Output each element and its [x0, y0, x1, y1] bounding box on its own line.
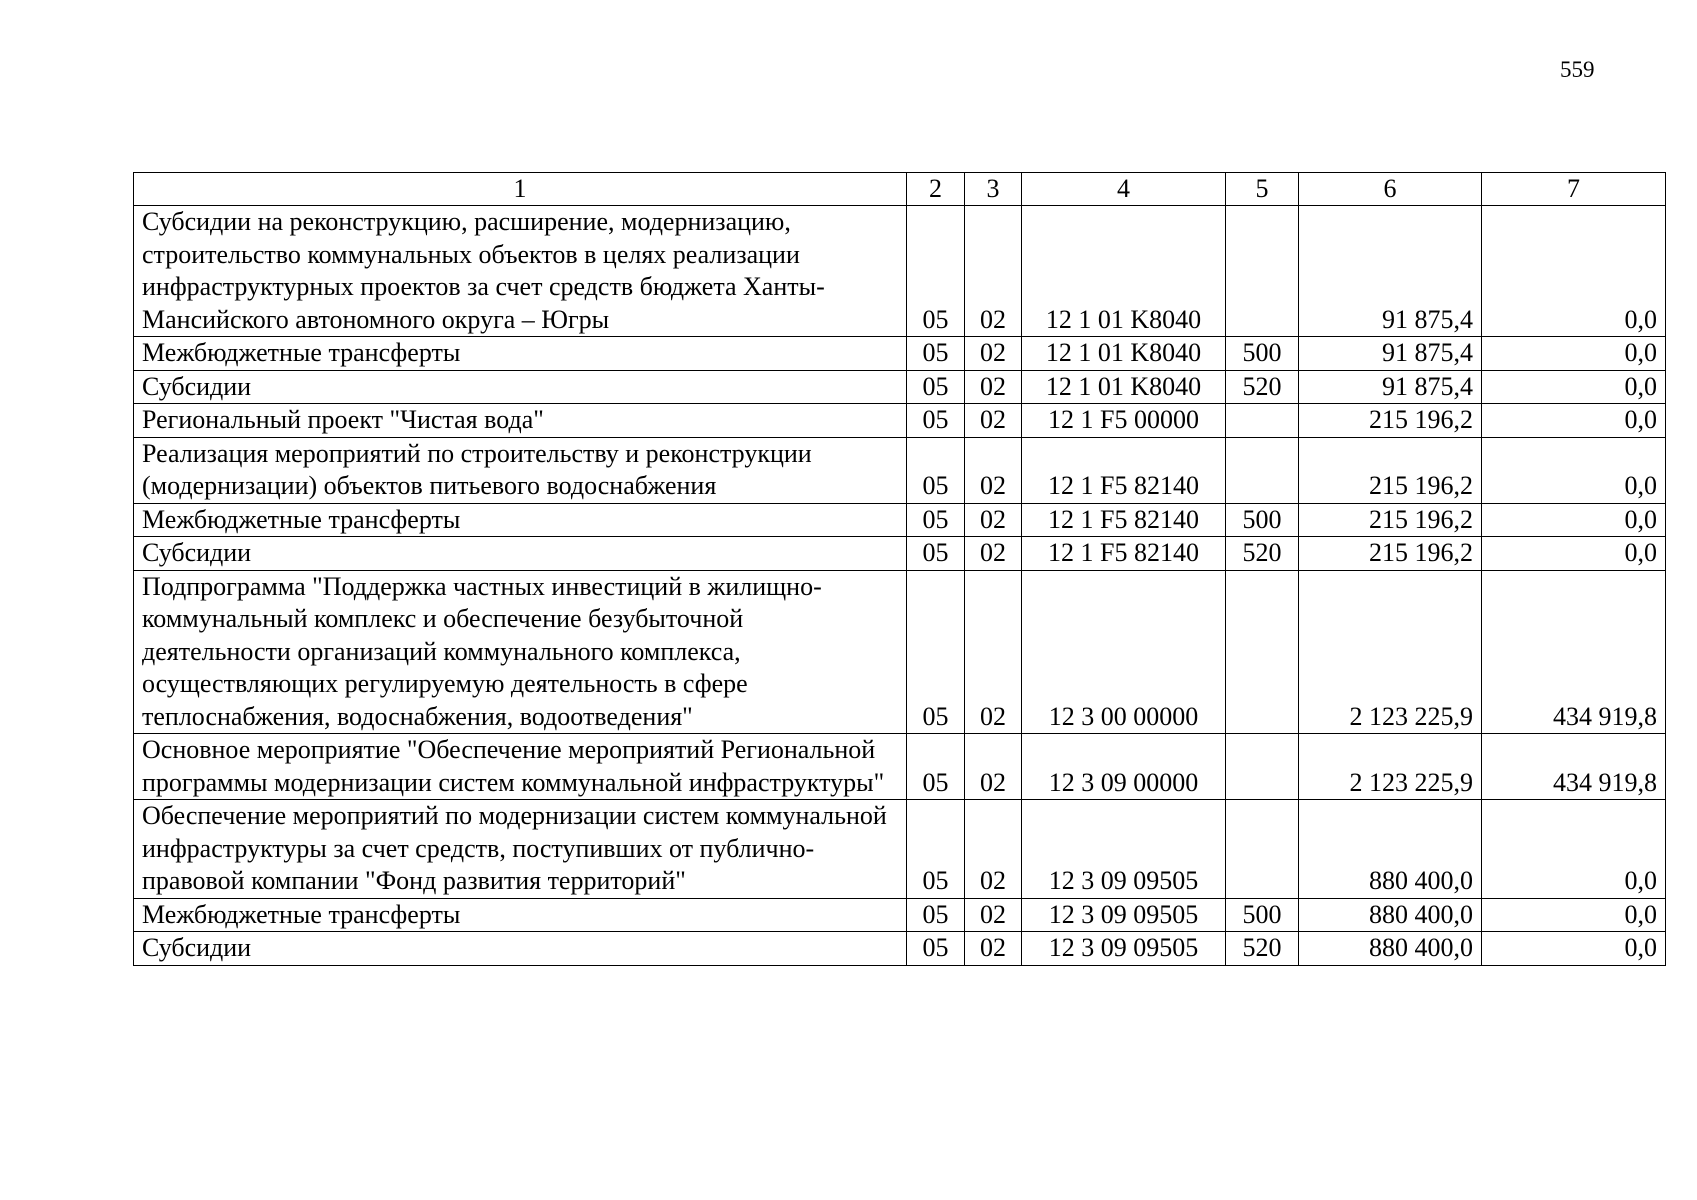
row-sum1: 215 196,2: [1299, 537, 1482, 571]
row-name: Основное мероприятие "Обеспечение мероприятий Региональной программы модернизации систем коммунальной инфраструктуры": [134, 734, 907, 800]
row-sum1: 91 875,4: [1299, 337, 1482, 371]
row-target: 12 1 01 K8040: [1022, 337, 1226, 371]
row-subsection: 02: [965, 370, 1022, 404]
row-subsection: 02: [965, 734, 1022, 800]
row-sum1: 215 196,2: [1299, 437, 1482, 503]
row-sum2: 0,0: [1482, 932, 1666, 966]
row-name: Межбюджетные трансферты: [134, 503, 907, 537]
table-row: [134, 537, 1666, 571]
row-name: Обеспечение мероприятий по модернизации систем коммунальной инфраструктуры за счет средств, поступивших от публично-правовой компании "Фонд развития территорий": [134, 800, 907, 899]
table-row: [134, 898, 1666, 932]
row-name: Подпрограмма "Поддержка частных инвестиций в жилищно-коммунальный комплекс и обеспечение безубыточной деятельности организаций коммунального комплекса, осуществляющих регулируемую деятельность в сфере теплоснабжения, водоснабжения, водоотведения": [134, 570, 907, 734]
row-subsection: 02: [965, 337, 1022, 371]
row-section: 05: [907, 503, 965, 537]
row-type: [1226, 206, 1299, 337]
row-name: Региональный проект "Чистая вода": [134, 404, 907, 438]
row-type: 500: [1226, 503, 1299, 537]
row-type: [1226, 437, 1299, 503]
row-name: Межбюджетные трансферты: [134, 337, 907, 371]
header-cell: 2: [907, 173, 965, 206]
row-section: 05: [907, 206, 965, 337]
row-sum1: 215 196,2: [1299, 404, 1482, 438]
row-target: 12 3 09 09505: [1022, 932, 1226, 966]
table-row: [134, 437, 1666, 503]
row-target: 12 1 01 K8040: [1022, 206, 1226, 337]
row-section: 05: [907, 437, 965, 503]
row-sum2: 0,0: [1482, 537, 1666, 571]
row-name: Субсидии: [134, 537, 907, 571]
row-target: 12 1 F5 00000: [1022, 404, 1226, 438]
row-sum2: 0,0: [1482, 206, 1666, 337]
row-target: 12 1 F5 82140: [1022, 537, 1226, 571]
row-subsection: 02: [965, 503, 1022, 537]
row-name: Субсидии: [134, 932, 907, 966]
row-name: Субсидии на реконструкцию, расширение, модернизацию, строительство коммунальных объектов в целях реализации инфраструктурных проектов за счет средств бюджета Ханты-Мансийского автономного округа – Югры: [134, 206, 907, 337]
row-section: 05: [907, 898, 965, 932]
row-sum2: 0,0: [1482, 503, 1666, 537]
table-row: [134, 932, 1666, 966]
row-sum2: 0,0: [1482, 898, 1666, 932]
row-name: Субсидии: [134, 370, 907, 404]
header-cell: 3: [965, 173, 1022, 206]
row-subsection: 02: [965, 898, 1022, 932]
row-type: [1226, 800, 1299, 899]
row-sum1: 880 400,0: [1299, 800, 1482, 899]
row-type: [1226, 570, 1299, 734]
table-row: [134, 337, 1666, 371]
row-subsection: 02: [965, 537, 1022, 571]
row-section: 05: [907, 570, 965, 734]
row-sum1: 215 196,2: [1299, 503, 1482, 537]
table-row: [134, 404, 1666, 438]
page-number: 559: [1560, 57, 1595, 82]
row-sum2: 0,0: [1482, 800, 1666, 899]
row-subsection: 02: [965, 932, 1022, 966]
row-target: 12 1 01 K8040: [1022, 370, 1226, 404]
row-section: 05: [907, 537, 965, 571]
row-name: Реализация мероприятий по строительству и реконструкции (модернизации) объектов питьевого водоснабжения: [134, 437, 907, 503]
row-sum2: 0,0: [1482, 337, 1666, 371]
row-sum1: 2 123 225,9: [1299, 570, 1482, 734]
row-subsection: 02: [965, 206, 1022, 337]
table-row: [134, 503, 1666, 537]
table-row: [134, 734, 1666, 800]
table-row: [134, 370, 1666, 404]
row-sum1: 91 875,4: [1299, 370, 1482, 404]
row-sum2: 434 919,8: [1482, 570, 1666, 734]
header-cell: 6: [1299, 173, 1482, 206]
table-row: [134, 206, 1666, 337]
table-row: [134, 570, 1666, 734]
row-type: [1226, 734, 1299, 800]
budget-table: [133, 172, 1666, 966]
row-section: 05: [907, 337, 965, 371]
row-target: 12 3 09 09505: [1022, 898, 1226, 932]
row-section: 05: [907, 370, 965, 404]
row-type: 520: [1226, 370, 1299, 404]
row-type: [1226, 404, 1299, 438]
table-header-row: [134, 173, 1666, 206]
row-subsection: 02: [965, 404, 1022, 438]
row-sum2: 0,0: [1482, 404, 1666, 438]
row-section: 05: [907, 734, 965, 800]
row-sum1: 2 123 225,9: [1299, 734, 1482, 800]
header-cell: 7: [1482, 173, 1666, 206]
row-target: 12 1 F5 82140: [1022, 437, 1226, 503]
row-sum2: 0,0: [1482, 370, 1666, 404]
row-section: 05: [907, 932, 965, 966]
row-sum1: 91 875,4: [1299, 206, 1482, 337]
row-sum2: 434 919,8: [1482, 734, 1666, 800]
row-target: 12 1 F5 82140: [1022, 503, 1226, 537]
row-type: 500: [1226, 337, 1299, 371]
row-section: 05: [907, 800, 965, 899]
header-cell: 4: [1022, 173, 1226, 206]
row-target: 12 3 09 00000: [1022, 734, 1226, 800]
header-cell: 1: [134, 173, 907, 206]
row-name: Межбюджетные трансферты: [134, 898, 907, 932]
row-subsection: 02: [965, 570, 1022, 734]
row-sum1: 880 400,0: [1299, 932, 1482, 966]
row-type: 500: [1226, 898, 1299, 932]
table-row: [134, 800, 1666, 899]
header-cell: 5: [1226, 173, 1299, 206]
row-sum1: 880 400,0: [1299, 898, 1482, 932]
row-type: 520: [1226, 537, 1299, 571]
row-target: 12 3 09 09505: [1022, 800, 1226, 899]
row-sum2: 0,0: [1482, 437, 1666, 503]
row-type: 520: [1226, 932, 1299, 966]
row-subsection: 02: [965, 800, 1022, 899]
row-section: 05: [907, 404, 965, 438]
row-subsection: 02: [965, 437, 1022, 503]
row-target: 12 3 00 00000: [1022, 570, 1226, 734]
